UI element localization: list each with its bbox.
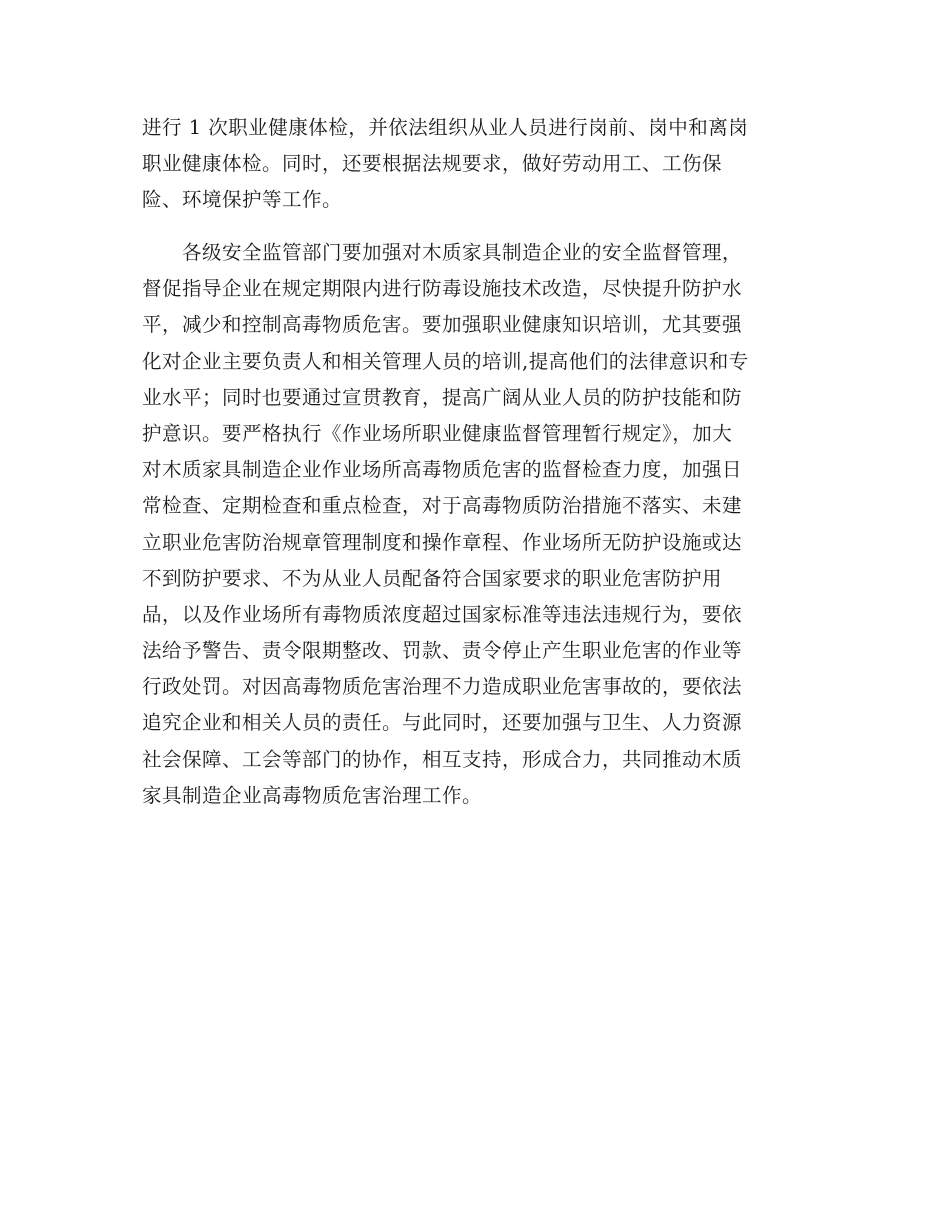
- text-line: 家具制造企业高毒物质危害治理工作。: [142, 783, 483, 807]
- text-line: 常检查、定期检查和重点检查，对于高毒物质防治措施不落实、未建: [142, 494, 743, 518]
- text-line: 督促指导企业在规定期限内进行防毒设施技术改造，尽快提升防护水: [142, 277, 743, 301]
- paragraph-supervision: [142, 235, 808, 814]
- text-line: 品，以及作业场所有毒物质浓度超过国家标准等违法违规行为，要依: [142, 602, 743, 626]
- text-line: 进行 1 次职业健康体检，并依法组织从业人员进行岗前、岗中和离岗: [142, 116, 749, 139]
- paragraph-continuation: [142, 110, 808, 219]
- text-line: 险、环境保护等工作。: [142, 188, 343, 212]
- text-line: 不到防护要求、不为从业人员配备符合国家要求的职业危害防护用: [142, 566, 723, 590]
- text-line: 职业健康体检。同时，还要根据法规要求，做好劳动用工、工伤保: [142, 152, 723, 176]
- text-line: 各级安全监管部门要加强对木质家具制造企业的安全监督管理，: [142, 241, 743, 264]
- text-line: 社会保障、工会等部门的协作，相互支持，形成合力，共同推动木质: [142, 747, 743, 771]
- text-line: 业水平；同时也要通过宣贯教育，提高广阔从业人员的防护技能和防: [142, 385, 743, 409]
- text-line: 立职业危害防治规章管理制度和操作章程、作业场所无防护设施或达: [142, 530, 743, 554]
- text-line: 化对企业主要负责人和相关管理人员的培训,提高他们的法律意识和专: [142, 349, 749, 373]
- text-line: 法给予警告、责令限期整改、罚款、责令停止产生职业危害的作业等: [142, 639, 743, 663]
- text-line: 行政处罚。对因高毒物质危害治理不力造成职业危害事故的，要依法: [142, 675, 743, 699]
- text-line: 对木质家具制造企业作业场所高毒物质危害的监督检查力度，加强日: [142, 458, 743, 482]
- text-line: 护意识。要严格执行《作业场所职业健康监督管理暂行规定》，加大: [142, 421, 733, 445]
- text-line: 追究企业和相关人员的责任。与此同时，还要加强与卫生、人力资源: [142, 711, 743, 735]
- text-line: 平，减少和控制高毒物质危害。要加强职业健康知识培训，尤其要强: [142, 313, 743, 337]
